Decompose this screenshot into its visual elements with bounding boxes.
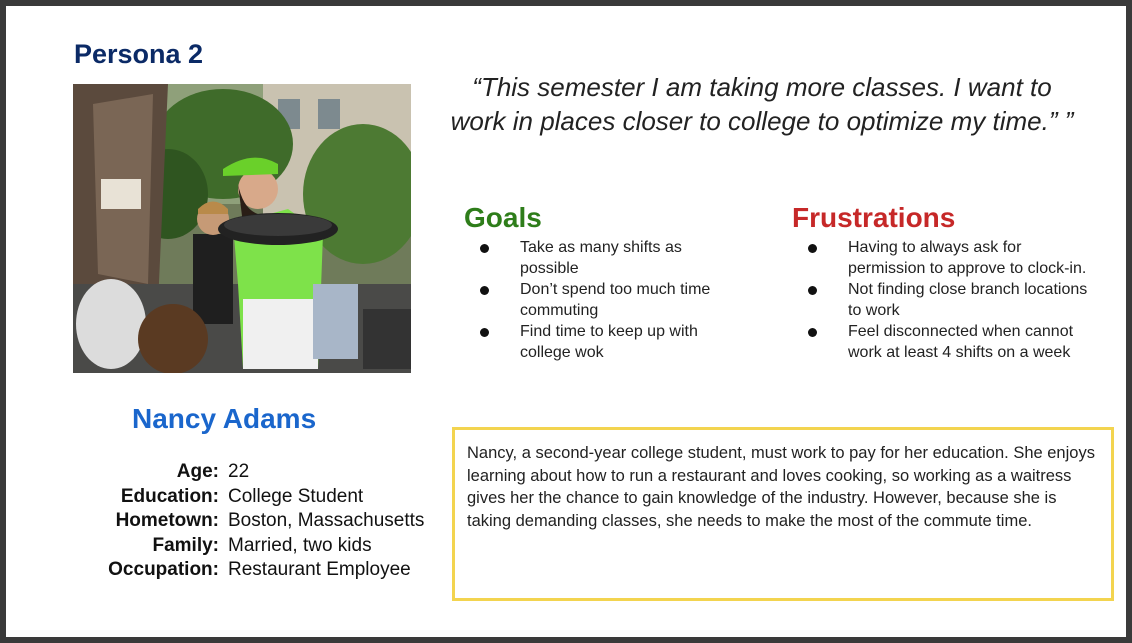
detail-row-occupation (66, 559, 424, 584)
goal-item: Take as many shifts as possible (464, 237, 734, 279)
detail-row-hometown (66, 510, 424, 535)
frustration-item: Not finding close branch locations to work (792, 279, 1102, 321)
goal-item: Don’t spend too much time commuting (464, 279, 734, 321)
goal-item: Find time to keep up with college wok (464, 321, 734, 363)
frustrations-list (792, 237, 1102, 363)
frustration-item: Feel disconnected when cannot work at least 4 shifts on a week (792, 321, 1102, 363)
persona-title: Persona 2 (74, 39, 204, 69)
detail-row-age (66, 461, 424, 486)
detail-label: Hometown: (115, 510, 219, 531)
detail-row-family (66, 535, 424, 560)
detail-value: Married, two kids (228, 534, 372, 556)
detail-row-education (66, 486, 424, 511)
goals-heading: Goals (464, 202, 542, 233)
detail-value: College Student (228, 485, 364, 507)
persona-quote: “This semester I am taking more classes. I want to work in places closer to college to optimize my time.” ” (450, 72, 1074, 136)
detail-label: Education: (120, 485, 219, 507)
detail-label: Age: (176, 461, 219, 482)
detail-label: Occupation: (108, 559, 219, 580)
persona-photo (73, 84, 411, 373)
detail-value: Restaurant Employee (228, 559, 411, 580)
goals-list (464, 237, 734, 363)
persona-bio: Nancy, a second-year college student, must work to pay for her education. She enjoys learning about how to run a restaurant and loves cooking, so working as a waitress gives her the chance to gain knowledge of the industry. However, because she is taking demanding classes, she needs to make the most of the commute time. (452, 427, 1114, 601)
frustration-item: Having to always ask for permission to approve to clock-in. (792, 237, 1102, 279)
detail-label: Family: (152, 534, 219, 556)
frustrations-heading: Frustrations (792, 202, 956, 233)
persona-slide (6, 6, 1126, 637)
detail-value: Boston, Massachusetts (228, 510, 425, 531)
detail-value: 22 (228, 461, 250, 482)
persona-details (66, 461, 424, 584)
persona-name: Nancy Adams (132, 403, 317, 434)
